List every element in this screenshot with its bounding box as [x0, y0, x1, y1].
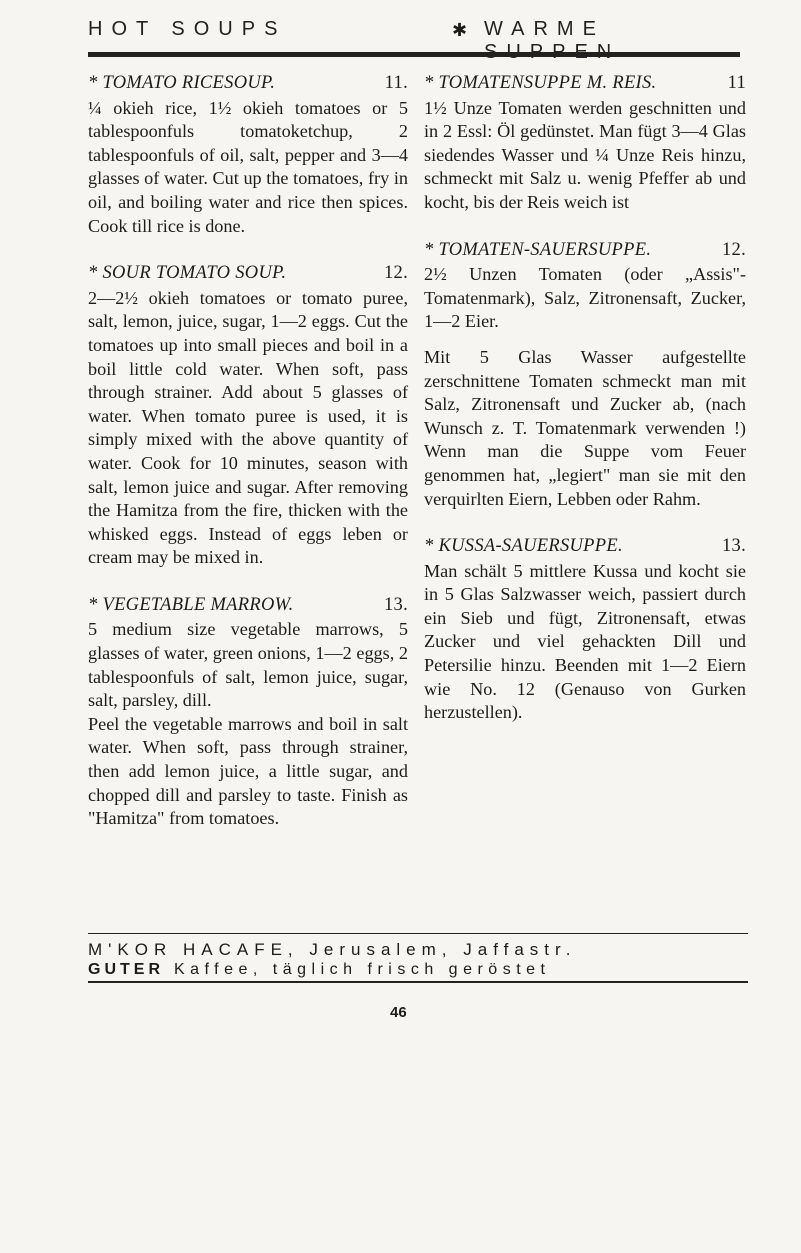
recipe-text: 1½ Unze Tomaten werden geschnitten und in 2 Essl: Öl gedünstet. Man fügt 3—4 Glas siedendes Wasser und ¼ Unze Reis hinzu, schmeckt mit Salz u. wenig Pfeffer ab und kocht, bis der Reis weich ist [424, 97, 746, 212]
recipe-number: 13. [721, 536, 746, 557]
recipe-title: * SOUR TOMATO SOUP. 12. [88, 262, 408, 286]
advertisement-footer [88, 933, 748, 983]
header-rule [88, 52, 740, 57]
header-title-english: HOT SOUPS [88, 18, 287, 40]
footer-address: M'KOR HACAFE, Jerusalem, Jaffastr. [88, 940, 577, 959]
header-title-german: WARME [484, 18, 605, 40]
recipe-tomato-ricesoup [88, 72, 408, 238]
recipe-number: 12. [383, 263, 408, 284]
recipe-number: 12. [721, 239, 746, 260]
page-number: 46 [390, 1004, 407, 1021]
header-star-icon: ✱ [452, 20, 468, 40]
english-column [88, 72, 408, 855]
recipe-title: * TOMATO RICESOUP. 11. [88, 72, 408, 96]
recipe-number: 13. [383, 594, 408, 615]
recipe-title: * VEGETABLE MARROW. 13. [88, 594, 408, 618]
recipe-vegetable-marrow [88, 594, 408, 831]
recipe-number: 11 [727, 73, 746, 93]
recipe-text: ¼ okieh rice, 1½ okieh tomatoes or 5 tablespoonfuls tomatoketchup, 2 tablespoonfuls of oil, salt, pepper and 3—4 glasses of water. Cut up the tomatoes, fry in oil, and boiling water and rice then spices. Cook till rice is done. [88, 97, 408, 236]
recipe-kussa-sauersuppe [424, 535, 746, 725]
recipe-title: * KUSSA-SAUERSUPPE. 13. [424, 535, 746, 559]
recipe-sour-tomato-soup [88, 262, 408, 570]
recipe-title: * TOMATENSUPPE M. REIS. 11 [424, 72, 746, 96]
recipe-ingredients: 5 medium size vegetable marrows, 5 glasses of water, green onions, 1—2 eggs, 2 tablespoonfuls of salt, lemon juice, sugar, salt, parsley, dill. [88, 619, 408, 711]
recipe-ingredients: 2½ Unzen Tomaten (oder „Assis"-Tomatenmark), Salz, Zitronensaft, Zucker, 1—2 Eier. [424, 264, 746, 332]
recipe-text: Mit 5 Glas Wasser aufgestellte zerschnittene Tomaten schmeckt man mit Salz, Zitronensaft und Zucker ab, (nach Wunsch z. T. Tomatenmark verwenden !) Wenn man die Suppe vom Feuer genommen hat, „legiert" man sie mit den verquirlten Eiern, Lebben oder Rahm. [424, 346, 746, 509]
footer-slogan-bold: GUTER [88, 961, 164, 978]
recipe-tomatensuppe-reis [424, 72, 746, 215]
recipe-title: * TOMATEN-SAUERSUPPE. 12. [424, 239, 746, 263]
german-column [424, 72, 746, 749]
recipe-text: Peel the vegetable marrows and boil in salt water. When soft, pass through strainer, then add lemon juice, a little sugar, and chopped dill and parsley to taste. Finish as "Hamitza" from tomatoes. [88, 713, 408, 829]
recipe-tomaten-sauersuppe [424, 239, 746, 512]
recipe-text: 2—2½ okieh tomatoes or tomato puree, salt, lemon, juice, sugar, 1—2 eggs. Cut the tomatoes up into small pieces and boil in a boil little cold water. When soft, pass through strainer. Add about 5 glasses of water. When tomato puree is used, it is simply mixed with the above quantity of water. Cook for 10 minutes, season with salt, lemon juice and sugar. After removing the Hamitza from the fire, thicken with the whisked eggs. Instead of eggs leben or cream may be mixed in. [88, 287, 408, 568]
footer-slogan [88, 961, 748, 983]
recipe-text: Man schält 5 mittlere Kussa und kocht sie in 5 Glas Salzwasser weich, passiert durch ein Sieb und fügt, Zitronensaft, etwas Zucker und viel gehackten Dill und Petersilie hinzu. Beenden mit 1—2 Eiern wie No. 12 (Genauso von Gurken herzustellen). [424, 560, 746, 723]
footer-rule [88, 933, 748, 934]
footer-slogan-rest: Kaffee, täglich frisch geröstet [164, 961, 551, 978]
recipe-number: 11. [384, 73, 408, 93]
